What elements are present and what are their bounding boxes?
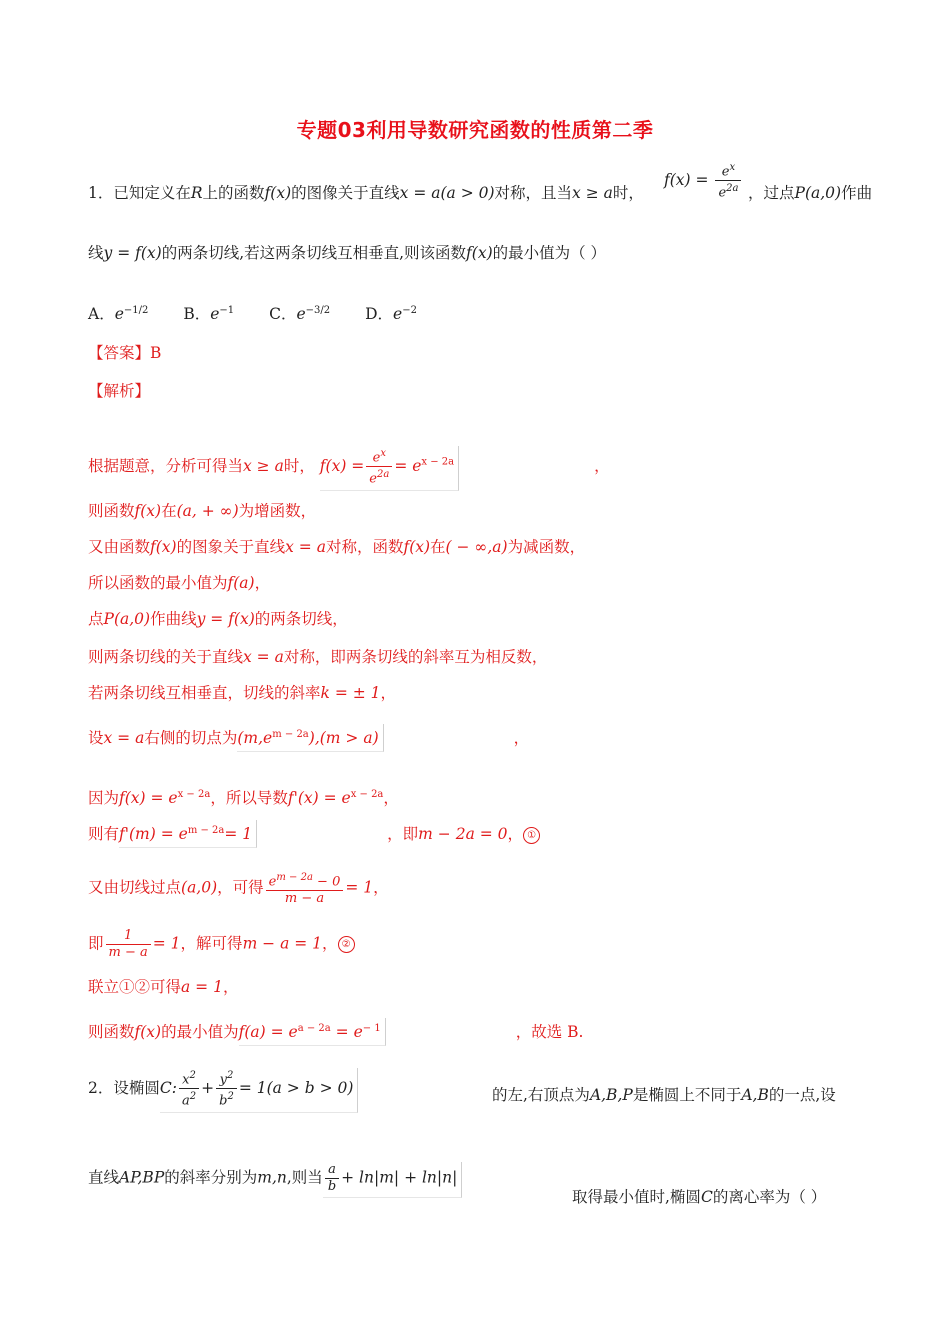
text: 取得最小值时,椭圆 (572, 1188, 701, 1206)
math: −1 (219, 305, 235, 316)
math: b (219, 1093, 228, 1109)
sol-line-10 (88, 820, 540, 848)
text: 因为 (88, 789, 120, 808)
text: 在 (161, 502, 177, 520)
math: f(x) (264, 184, 292, 202)
text: 作曲线 (150, 610, 197, 628)
option-label: A． (88, 305, 115, 324)
q2-line-2b (572, 1186, 826, 1208)
math: A,B,P (589, 1086, 633, 1104)
math: (m,e (237, 729, 273, 748)
text: 时， (612, 184, 644, 202)
math: 2 (226, 1070, 234, 1081)
math: x ≥ a (243, 456, 284, 475)
math: = e (335, 1023, 363, 1042)
sol-line-3 (88, 536, 585, 558)
math: = 1(a > b > 0) (238, 1078, 354, 1097)
fraction (366, 446, 392, 488)
equation-image (320, 446, 459, 491)
text: ，即 (387, 825, 419, 844)
math: x − 2a (350, 789, 384, 800)
ellipse-equation (160, 1068, 359, 1113)
text: 点 (88, 610, 104, 628)
text: 的最小值为 (161, 1023, 239, 1042)
sol-line-1 (88, 446, 610, 491)
text: 的最小值为（ ） (492, 244, 607, 262)
text: 的一点,设 (768, 1086, 836, 1104)
math: e (393, 305, 403, 324)
math: = e (394, 456, 422, 475)
text: ， (254, 574, 271, 592)
text: 为增函数， (238, 502, 317, 520)
fraction (106, 928, 151, 961)
q1-line-1 (88, 182, 644, 204)
text: ， (322, 934, 338, 953)
option-label: B． (183, 305, 211, 324)
math: x = a (103, 729, 145, 748)
text: 即 (88, 934, 104, 953)
math: e (369, 471, 377, 487)
math: x = a (243, 648, 284, 666)
text: ，解可得 (180, 934, 243, 953)
text: 的两条切线， (254, 610, 348, 628)
math: m − 2a (272, 729, 309, 740)
math: x (380, 448, 386, 459)
math: = 1 (224, 825, 253, 844)
text: 的离心率为（ ） (712, 1188, 827, 1206)
math: e (296, 305, 306, 324)
math: AP,BP (119, 1168, 165, 1187)
math: x − 2a (421, 456, 455, 468)
text: ， (513, 729, 530, 748)
circled-number: ② (338, 936, 355, 953)
math: C: (159, 1078, 177, 1097)
text: ， (222, 978, 239, 996)
math: m − a (106, 944, 151, 961)
text: ,则当 (286, 1168, 323, 1187)
math: e (268, 874, 277, 890)
sol-line-4 (88, 572, 270, 594)
text: ， (594, 456, 610, 475)
sol-line-11 (88, 870, 389, 907)
math: y = f(x) (103, 244, 162, 262)
math: 2a (726, 183, 739, 195)
math: b (325, 1178, 339, 1195)
option-d[interactable] (365, 300, 417, 325)
math: f(x) = e (119, 789, 178, 808)
text: 上的函数 (202, 184, 265, 202)
math: −3/2 (305, 305, 331, 316)
math: ( − ∞,a) (445, 538, 508, 556)
math: e (210, 305, 220, 324)
text: 若两条切线互相垂直，切线的斜率 (88, 684, 321, 702)
text: 则函数 (88, 502, 135, 520)
text: 的斜率分别为 (164, 1168, 258, 1187)
text: 2．设椭圆 (88, 1078, 160, 1097)
text: 时， (283, 456, 315, 475)
sol-line-7 (88, 682, 396, 704)
math: f(x) = (664, 170, 709, 189)
option-label: D． (365, 305, 393, 324)
text: 在 (430, 538, 446, 556)
q2-line-1 (88, 1068, 358, 1113)
math: m,n (257, 1168, 287, 1187)
math: x (182, 1072, 190, 1088)
math: a = 1 (181, 978, 223, 996)
math: m − a = 1 (242, 934, 323, 953)
text: ，所以导数 (210, 789, 288, 808)
option-c[interactable] (269, 300, 330, 325)
math: −1/2 (123, 305, 149, 316)
math: (a,0) (181, 878, 218, 897)
sol-line-9 (88, 784, 399, 809)
math: a − 2a (297, 1023, 331, 1034)
text: 直线 (88, 1168, 120, 1187)
math: 2a (377, 469, 390, 481)
math: f'(m) = e (119, 825, 188, 844)
math: m − a (266, 890, 344, 907)
math: e (372, 450, 381, 466)
math: x − 2a (177, 789, 211, 800)
text: 线 (88, 244, 104, 262)
equation-image (239, 1018, 386, 1046)
math: P(a,0) (103, 610, 151, 628)
math: ),(m > a) (308, 729, 379, 748)
math: C (700, 1188, 713, 1206)
text: 的图像关于直线 (291, 184, 400, 202)
text: 为减函数， (507, 538, 586, 556)
math: f(x) (134, 502, 162, 520)
answer: 【答案】B (88, 344, 162, 362)
math: f(a) (227, 574, 255, 592)
equation-image (237, 724, 383, 752)
text: 1．已知定义在 (88, 184, 191, 202)
text: ， (380, 684, 397, 702)
sol-line-13 (88, 976, 238, 998)
math: 1 (124, 928, 133, 943)
math: A,B (741, 1086, 769, 1104)
text: ，故选 B. (515, 1023, 584, 1042)
circled-number: ① (523, 827, 540, 844)
q2-line-1b (492, 1084, 836, 1106)
sol-line-8 (88, 724, 529, 752)
math: − 1 (362, 1023, 381, 1034)
math: x = a(a > 0) (399, 184, 495, 202)
math: m − 2a = 0 (418, 825, 508, 844)
text: 又由切线过点 (88, 878, 182, 897)
text: 又由函数 (88, 538, 151, 556)
text: 则函数 (88, 1023, 135, 1042)
fraction (179, 1068, 199, 1110)
text: 的两条切线,若这两条切线互相垂直,则该函数 (161, 244, 467, 262)
expression-image (323, 1162, 463, 1198)
sol-line-6 (88, 646, 547, 668)
math: y (219, 1072, 227, 1088)
fraction (715, 160, 741, 202)
math: e (718, 185, 727, 201)
text: ， (373, 878, 389, 897)
text: ，过点 (748, 184, 795, 202)
text: 右侧的切点为 (144, 729, 238, 748)
math: f(x) (134, 1023, 162, 1042)
fraction (216, 1068, 237, 1110)
fraction (325, 1162, 339, 1195)
math: y = f(x) (196, 610, 255, 628)
text: 的左,右顶点为 (492, 1086, 590, 1104)
math: f(a) = e (238, 1023, 298, 1042)
math: 2 (189, 1070, 196, 1081)
text: ，可得 (217, 878, 264, 897)
math: m − 2a (276, 872, 313, 883)
math: −2 (402, 305, 417, 316)
q1-options (88, 300, 447, 325)
equation-image (119, 820, 257, 848)
text: 所以函数的最小值为 (88, 574, 228, 592)
sol-line-2 (88, 500, 316, 522)
math: P(a,0) (794, 184, 842, 202)
sol-line-12 (88, 928, 355, 961)
math: (a, + ∞) (176, 502, 239, 520)
option-a[interactable] (88, 300, 148, 325)
math: k = ± 1 (320, 684, 381, 702)
text: ， (507, 825, 524, 844)
math: = 1 (345, 878, 374, 897)
math: x ≥ a (572, 184, 613, 202)
q2-line-2 (88, 1162, 462, 1198)
q1-line-2 (88, 242, 606, 264)
math: x (729, 162, 736, 173)
sol-line-14 (88, 1018, 583, 1046)
math: + (201, 1078, 215, 1097)
math: f'(x) = e (287, 789, 351, 808)
fraction (266, 870, 344, 907)
math: x = a (285, 538, 326, 556)
text: 对称，函数 (325, 538, 404, 556)
text: 对称，且当 (494, 184, 573, 202)
q1-line-1b (748, 182, 872, 204)
math: m − 2a (187, 825, 225, 836)
q1-fdef (664, 160, 743, 202)
math: f(x) (403, 538, 431, 556)
math: R (190, 184, 203, 202)
text: 是椭圆上不同于 (632, 1086, 742, 1104)
text: 则有 (88, 825, 120, 844)
text: 联立①②可得 (88, 978, 182, 996)
math: a (181, 1093, 190, 1109)
math: 2 (227, 1091, 234, 1103)
sol-line-5 (88, 608, 348, 630)
text: 对称，即两条切线的斜率互为相反数， (283, 648, 548, 666)
math: a (328, 1162, 336, 1177)
text: 的图象关于直线 (176, 538, 286, 556)
page-title: 专题03利用导数研究函数的性质第二季 (296, 118, 654, 142)
text: 作曲 (841, 184, 873, 202)
option-label: C． (269, 305, 297, 324)
option-b[interactable] (183, 300, 234, 325)
text: 设 (88, 729, 104, 748)
math: e (114, 305, 124, 324)
math: f(x) (466, 244, 493, 262)
math: f(x) = (319, 456, 365, 475)
math: + ln|m| + ln|n| (341, 1168, 458, 1187)
text: ， (383, 789, 399, 808)
math: = 1 (152, 934, 181, 953)
math: − 0 (317, 874, 341, 890)
text: 根据题意，分析可得当 (88, 456, 244, 475)
text: 则两条切线的关于直线 (88, 648, 244, 666)
math: 2 (189, 1091, 197, 1103)
math: e (721, 164, 730, 180)
analysis-heading: 【解析】 (88, 382, 151, 400)
math: f(x) (150, 538, 177, 556)
